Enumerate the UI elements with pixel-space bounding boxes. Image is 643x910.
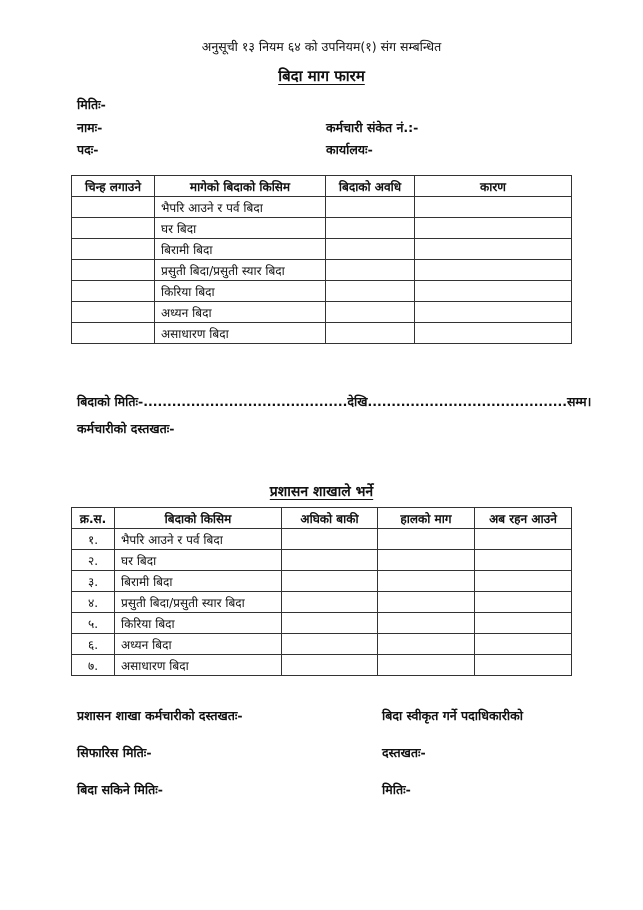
leave-type-cell: किरिया बिदा bbox=[155, 281, 326, 302]
form-subheading: अनुसूची १३ नियम ६४ को उपनियम(१) संग सम्बन्धित bbox=[201, 39, 442, 54]
reason-cell[interactable] bbox=[415, 281, 572, 302]
leave-type-cell: असाधारण बिदा bbox=[155, 323, 326, 344]
leave-type-cell: घर बिदा bbox=[115, 550, 282, 571]
mark-cell[interactable] bbox=[72, 281, 155, 302]
post-field-label: पदः- bbox=[77, 142, 99, 157]
serial-cell: ३. bbox=[72, 571, 115, 592]
mark-cell[interactable] bbox=[72, 197, 155, 218]
table-row bbox=[72, 634, 572, 655]
leave-type-cell: प्रसुती बिदा/प्रसुती स्यार बिदा bbox=[115, 592, 282, 613]
leave-from-label: बिदाको मितिः- bbox=[77, 394, 144, 409]
leave-type-cell: बिरामी बिदा bbox=[115, 571, 282, 592]
reason-cell[interactable] bbox=[415, 239, 572, 260]
leave-type-cell: असाधारण बिदा bbox=[115, 655, 282, 676]
request-cell[interactable] bbox=[378, 613, 475, 634]
leave-request-table bbox=[71, 175, 572, 344]
table-row bbox=[72, 655, 572, 676]
table-row bbox=[72, 529, 572, 550]
mark-cell[interactable] bbox=[72, 323, 155, 344]
leave-end-date-label: बिदा सकिने मितिः- bbox=[77, 782, 163, 797]
mark-cell[interactable] bbox=[72, 218, 155, 239]
col-current-request: हालको माग bbox=[378, 508, 475, 529]
admin-leave-table bbox=[71, 507, 572, 676]
col-previous-balance: अघिको बाकी bbox=[282, 508, 378, 529]
table-row bbox=[72, 323, 572, 344]
mark-cell[interactable] bbox=[72, 260, 155, 281]
balance-cell[interactable] bbox=[282, 655, 378, 676]
col-leave-type: मागेको बिदाको किसिम bbox=[155, 176, 326, 197]
admin-section-title-text: प्रशासन शाखाले भर्ने bbox=[269, 484, 374, 500]
table-header-row bbox=[72, 508, 572, 529]
table-row bbox=[72, 260, 572, 281]
name-field-label: नामः- bbox=[77, 120, 103, 135]
request-cell[interactable] bbox=[378, 592, 475, 613]
balance-cell[interactable] bbox=[282, 571, 378, 592]
serial-cell: ७. bbox=[72, 655, 115, 676]
remaining-cell[interactable] bbox=[475, 529, 572, 550]
mark-cell[interactable] bbox=[72, 239, 155, 260]
balance-cell[interactable] bbox=[282, 592, 378, 613]
request-cell[interactable] bbox=[378, 634, 475, 655]
duration-cell[interactable] bbox=[326, 218, 415, 239]
leave-from-blank[interactable]: ........................................... bbox=[143, 394, 348, 409]
table-header-row bbox=[72, 176, 572, 197]
leave-until-label: सम्म। bbox=[566, 394, 592, 409]
table-row bbox=[72, 550, 572, 571]
duration-cell[interactable] bbox=[326, 323, 415, 344]
balance-cell[interactable] bbox=[282, 634, 378, 655]
reason-cell[interactable] bbox=[415, 323, 572, 344]
duration-cell[interactable] bbox=[326, 302, 415, 323]
balance-cell[interactable] bbox=[282, 613, 378, 634]
col-reason: कारण bbox=[415, 176, 572, 197]
leave-type-cell: भैपरि आउने र पर्व बिदा bbox=[155, 197, 326, 218]
leave-dates-line bbox=[77, 393, 591, 410]
reason-cell[interactable] bbox=[415, 260, 572, 281]
table-row bbox=[72, 302, 572, 323]
table-row bbox=[72, 197, 572, 218]
form-title bbox=[0, 66, 643, 86]
duration-cell[interactable] bbox=[326, 281, 415, 302]
table-row bbox=[72, 592, 572, 613]
table-row bbox=[72, 613, 572, 634]
mark-cell[interactable] bbox=[72, 302, 155, 323]
remaining-cell[interactable] bbox=[475, 571, 572, 592]
date-field-label: मितिः- bbox=[77, 97, 106, 112]
admin-signature-label: प्रशासन शाखा कर्मचारीको दस्तखतः- bbox=[77, 708, 243, 723]
approver-signature-label: दस्तखतः- bbox=[382, 745, 426, 760]
approver-date-label: मितिः- bbox=[382, 782, 411, 797]
leave-type-cell: प्रसुती बिदा/प्रसुती स्यार बिदा bbox=[155, 260, 326, 281]
reason-cell[interactable] bbox=[415, 197, 572, 218]
table-row bbox=[72, 239, 572, 260]
duration-cell[interactable] bbox=[326, 239, 415, 260]
table-row bbox=[72, 218, 572, 239]
col-leave-type: बिदाको किसिम bbox=[115, 508, 282, 529]
leave-type-cell: भैपरि आउने र पर्व बिदा bbox=[115, 529, 282, 550]
leave-type-cell: बिरामी बिदा bbox=[155, 239, 326, 260]
form-title-text: बिदा माग फारम bbox=[278, 67, 365, 85]
leave-type-cell: अध्यन बिदा bbox=[155, 302, 326, 323]
remaining-cell[interactable] bbox=[475, 613, 572, 634]
request-cell[interactable] bbox=[378, 529, 475, 550]
col-duration: बिदाको अवधि bbox=[326, 176, 415, 197]
remaining-cell[interactable] bbox=[475, 634, 572, 655]
employee-signature-label: कर्मचारीको दस्तखतः- bbox=[77, 421, 175, 436]
approver-label: बिदा स्वीकृत गर्ने पदाधिकारीको bbox=[382, 708, 523, 723]
remaining-cell[interactable] bbox=[475, 592, 572, 613]
table-row bbox=[72, 571, 572, 592]
leave-to-blank[interactable]: .......................................... bbox=[367, 394, 567, 409]
leave-type-cell: किरिया बिदा bbox=[115, 613, 282, 634]
request-cell[interactable] bbox=[378, 571, 475, 592]
admin-section-title bbox=[0, 482, 643, 501]
balance-cell[interactable] bbox=[282, 529, 378, 550]
col-remaining: अब रहन आउने bbox=[475, 508, 572, 529]
request-cell[interactable] bbox=[378, 550, 475, 571]
col-serial: क्र.स. bbox=[72, 508, 115, 529]
duration-cell[interactable] bbox=[326, 197, 415, 218]
leave-since-label: देखि bbox=[347, 394, 368, 409]
serial-cell: ५. bbox=[72, 613, 115, 634]
serial-cell: १. bbox=[72, 529, 115, 550]
serial-cell: २. bbox=[72, 550, 115, 571]
request-cell[interactable] bbox=[378, 655, 475, 676]
leave-type-cell: अध्यन बिदा bbox=[115, 634, 282, 655]
col-mark: चिन्ह लगाउने bbox=[72, 176, 155, 197]
remaining-cell[interactable] bbox=[475, 550, 572, 571]
table-row bbox=[72, 281, 572, 302]
serial-cell: ६. bbox=[72, 634, 115, 655]
reason-cell[interactable] bbox=[415, 218, 572, 239]
serial-cell: ४. bbox=[72, 592, 115, 613]
balance-cell[interactable] bbox=[282, 550, 378, 571]
leave-type-cell: घर बिदा bbox=[155, 218, 326, 239]
remaining-cell[interactable] bbox=[475, 655, 572, 676]
recommend-date-label: सिफारिस मितिः- bbox=[77, 745, 152, 760]
reason-cell[interactable] bbox=[415, 302, 572, 323]
employee-code-label: कर्मचारी संकेत नं.:- bbox=[326, 120, 419, 135]
duration-cell[interactable] bbox=[326, 260, 415, 281]
office-field-label: कार्यालयः- bbox=[326, 142, 373, 157]
